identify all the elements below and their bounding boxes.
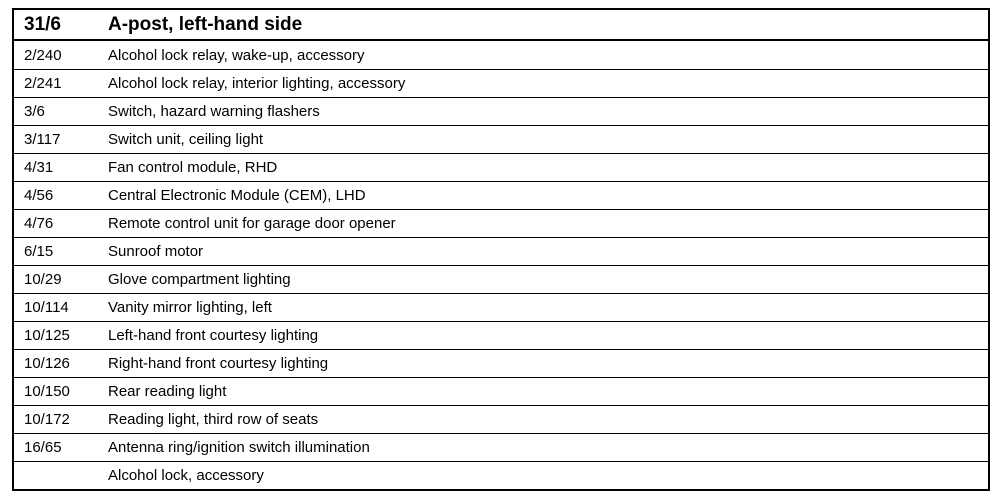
row-description: Sunroof motor [108,243,204,260]
row-description: Right-hand front courtesy lighting [108,355,329,372]
table-header [14,10,988,41]
row-code: 3/6 [24,103,45,120]
row-description: Alcohol lock, accessory [108,467,264,484]
row-description: Alcohol lock relay, wake-up, accessory [108,46,365,64]
table-row [14,321,988,349]
table-row [14,41,988,69]
row-code: 4/31 [24,159,54,176]
table-row [14,209,988,237]
header-title: A-post, left-hand side [108,13,303,35]
table-row [14,433,988,461]
row-code: 2/240 [24,46,62,64]
row-code: 10/150 [24,383,70,400]
row-code: 10/126 [24,355,70,372]
row-code: 10/29 [24,271,62,288]
row-description: Antenna ring/ignition switch illumination [108,439,370,456]
row-code: 4/76 [24,215,54,232]
row-code: 3/117 [24,131,61,148]
row-description: Left-hand front courtesy lighting [108,327,319,344]
table-row [14,125,988,153]
table-row [14,349,988,377]
table-row [14,153,988,181]
row-description: Central Electronic Module (CEM), LHD [108,187,366,204]
table-body [14,41,988,489]
row-description: Alcohol lock relay, interior lighting, accessory [108,75,406,92]
row-description: Rear reading light [108,383,227,400]
component-table [12,8,990,491]
header-code: 31/6 [24,13,61,35]
row-description: Reading light, third row of seats [108,411,319,428]
row-code: 10/172 [24,411,70,428]
row-code: 10/114 [24,299,69,316]
table-row [14,181,988,209]
row-code: 10/125 [24,327,70,344]
table-row [14,265,988,293]
table-row [14,461,988,489]
row-description: Fan control module, RHD [108,159,278,176]
table-row [14,69,988,97]
table-row [14,293,988,321]
row-description: Switch, hazard warning flashers [108,103,320,120]
row-code: 6/15 [24,243,54,260]
table-row [14,405,988,433]
row-description: Glove compartment lighting [108,271,291,288]
row-code: 16/65 [24,439,62,456]
table-row [14,97,988,125]
table-row [14,377,988,405]
row-description: Switch unit, ceiling light [108,131,264,148]
row-description: Remote control unit for garage door opener [108,215,396,232]
row-description: Vanity mirror lighting, left [108,299,272,316]
row-code: 4/56 [24,187,54,204]
row-code: 2/241 [24,75,62,92]
table-row [14,237,988,265]
